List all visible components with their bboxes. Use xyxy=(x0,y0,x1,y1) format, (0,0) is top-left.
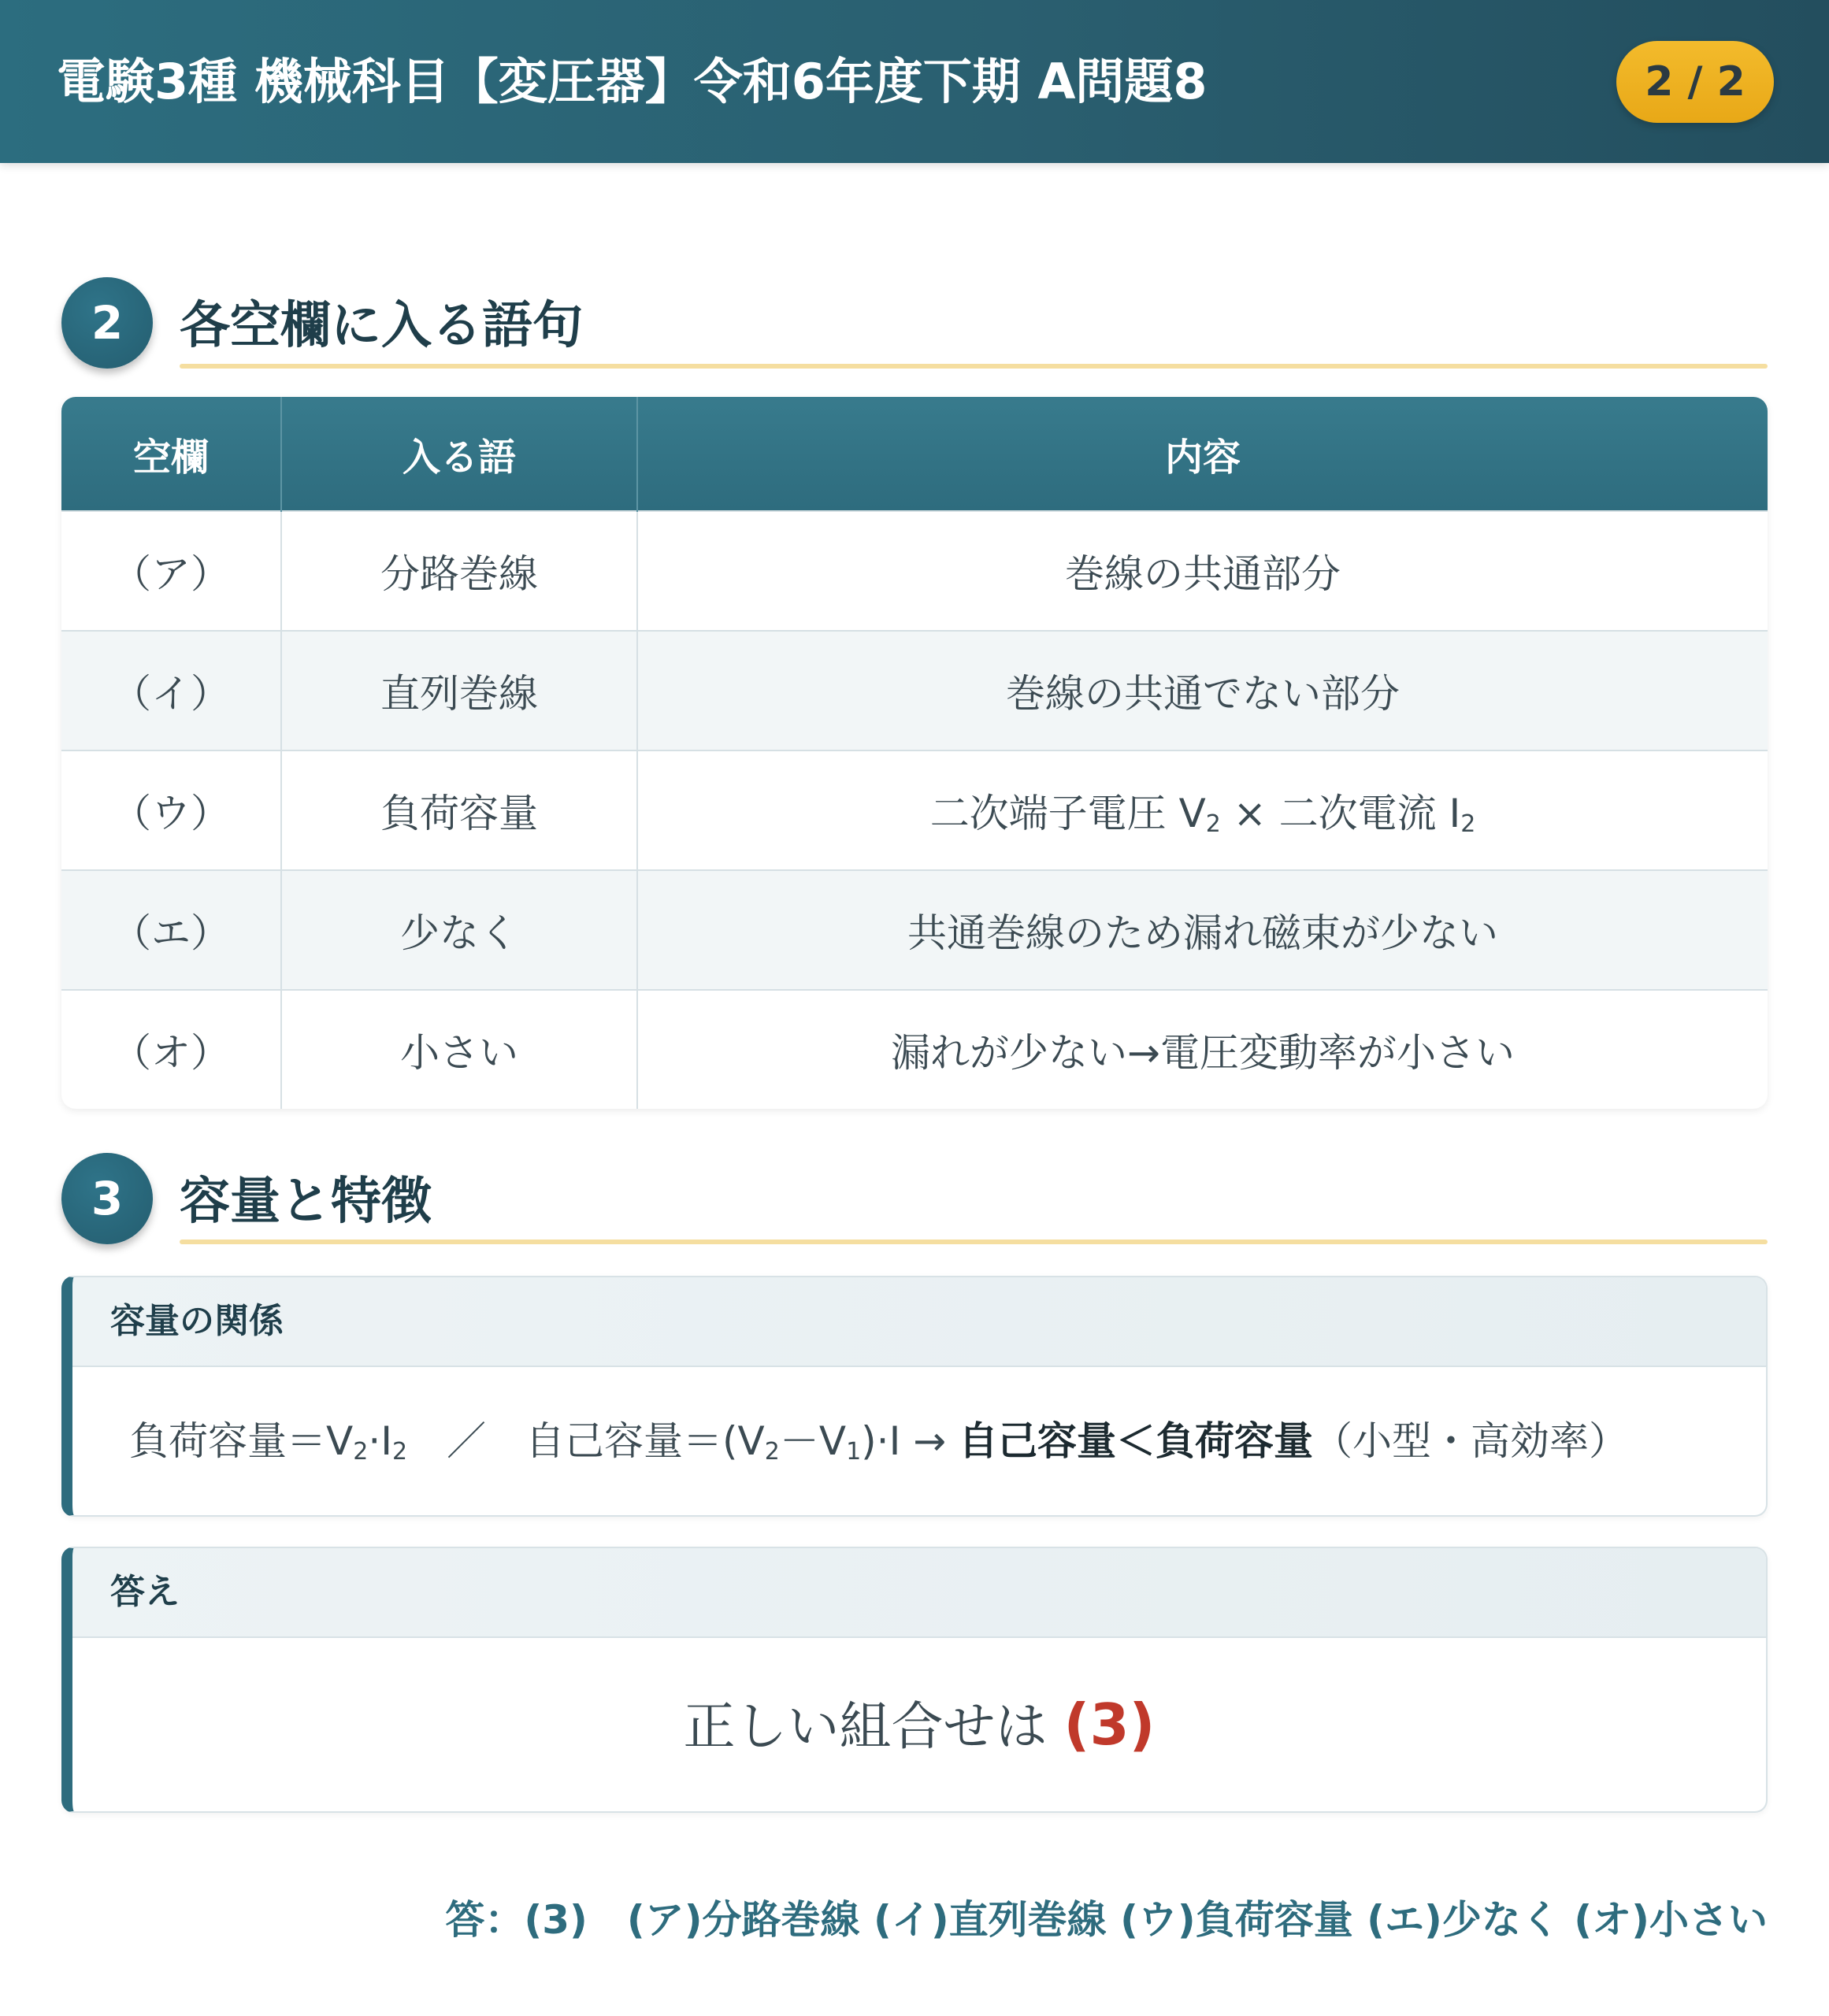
capacity-formula xyxy=(72,1367,1766,1515)
subscript: 2 xyxy=(764,1438,780,1466)
blank-terms-table xyxy=(61,397,1768,1109)
section-title: 各空欄に入る語句 xyxy=(180,297,583,355)
cell-content: 漏れが少ない→電圧変動率が小さい xyxy=(637,990,1768,1109)
table-row xyxy=(61,990,1768,1109)
cell-word: 少なく xyxy=(281,870,637,990)
callout-heading: 容量の関係 xyxy=(72,1277,1766,1367)
answer-box xyxy=(61,1547,1768,1813)
page-title: 電験3種 機械科目【変圧器】令和6年度下期 A問題8 xyxy=(57,53,1208,110)
subscript: 2 xyxy=(353,1438,369,1466)
cell-content: 共通巻線のため漏れ磁束が少ない xyxy=(637,870,1768,990)
answer-statement xyxy=(72,1638,1766,1811)
content-text: × 二次電流 I xyxy=(1220,791,1461,836)
subscript: 2 xyxy=(1205,810,1221,838)
column-header-content: 内容 xyxy=(637,397,1768,511)
cell-blank: （イ） xyxy=(61,631,281,750)
table-row xyxy=(61,750,1768,870)
formula-text: )·I → xyxy=(861,1418,959,1464)
formula-text: 負荷容量＝V xyxy=(129,1418,354,1464)
table-header-row xyxy=(61,397,1768,511)
section-title: 容量と特徴 xyxy=(180,1173,432,1231)
section-underline xyxy=(180,1240,1768,1244)
section-underline xyxy=(180,364,1768,369)
column-header-blank: 空欄 xyxy=(61,397,281,511)
section-number-badge: 3 xyxy=(61,1153,153,1244)
table-row xyxy=(61,631,1768,750)
cell-blank: （ア） xyxy=(61,511,281,631)
formula-text: ·I xyxy=(368,1418,392,1464)
content-text: 二次端子電圧 V xyxy=(929,791,1206,836)
section-number-badge: 2 xyxy=(61,277,153,369)
subscript: 2 xyxy=(1460,810,1476,838)
cell-blank: （エ） xyxy=(61,870,281,990)
formula-text: －V xyxy=(779,1418,847,1464)
cell-content: 巻線の共通部分 xyxy=(637,511,1768,631)
cell-word: 直列巻線 xyxy=(281,631,637,750)
cell-word: 分路巻線 xyxy=(281,511,637,631)
section-3-heading xyxy=(61,1153,1768,1247)
table-row xyxy=(61,870,1768,990)
answer-text: 正しい組合せは xyxy=(683,1696,1064,1757)
cell-word: 小さい xyxy=(281,990,637,1109)
answer-number: (3) xyxy=(1063,1692,1156,1758)
formula-note: （小型・高効率） xyxy=(1313,1418,1628,1464)
column-header-word: 入る語 xyxy=(281,397,637,511)
callout-heading: 答え xyxy=(72,1548,1766,1638)
cell-blank: （ウ） xyxy=(61,750,281,870)
section-2-heading xyxy=(61,277,1768,372)
page-indicator-badge: 2 / 2 xyxy=(1616,41,1774,123)
table-row xyxy=(61,511,1768,631)
cell-blank: （オ） xyxy=(61,990,281,1109)
capacity-relation-box xyxy=(61,1276,1768,1517)
formula-separator: ／ xyxy=(407,1418,526,1464)
formula-text: 自己容量＝(V xyxy=(525,1418,765,1464)
cell-content: 巻線の共通でない部分 xyxy=(637,631,1768,750)
answer-summary: 答：(3) (ア)分路巻線 (イ)直列巻線 (ウ)負荷容量 (エ)少なく (オ)小さい xyxy=(445,1897,1768,1943)
subscript: 2 xyxy=(391,1438,408,1466)
header-bar xyxy=(0,0,1829,163)
formula-conclusion: 自己容量＜負荷容量 xyxy=(959,1418,1313,1464)
cell-word: 負荷容量 xyxy=(281,750,637,870)
subscript: 1 xyxy=(846,1438,862,1466)
cell-content xyxy=(637,750,1768,870)
